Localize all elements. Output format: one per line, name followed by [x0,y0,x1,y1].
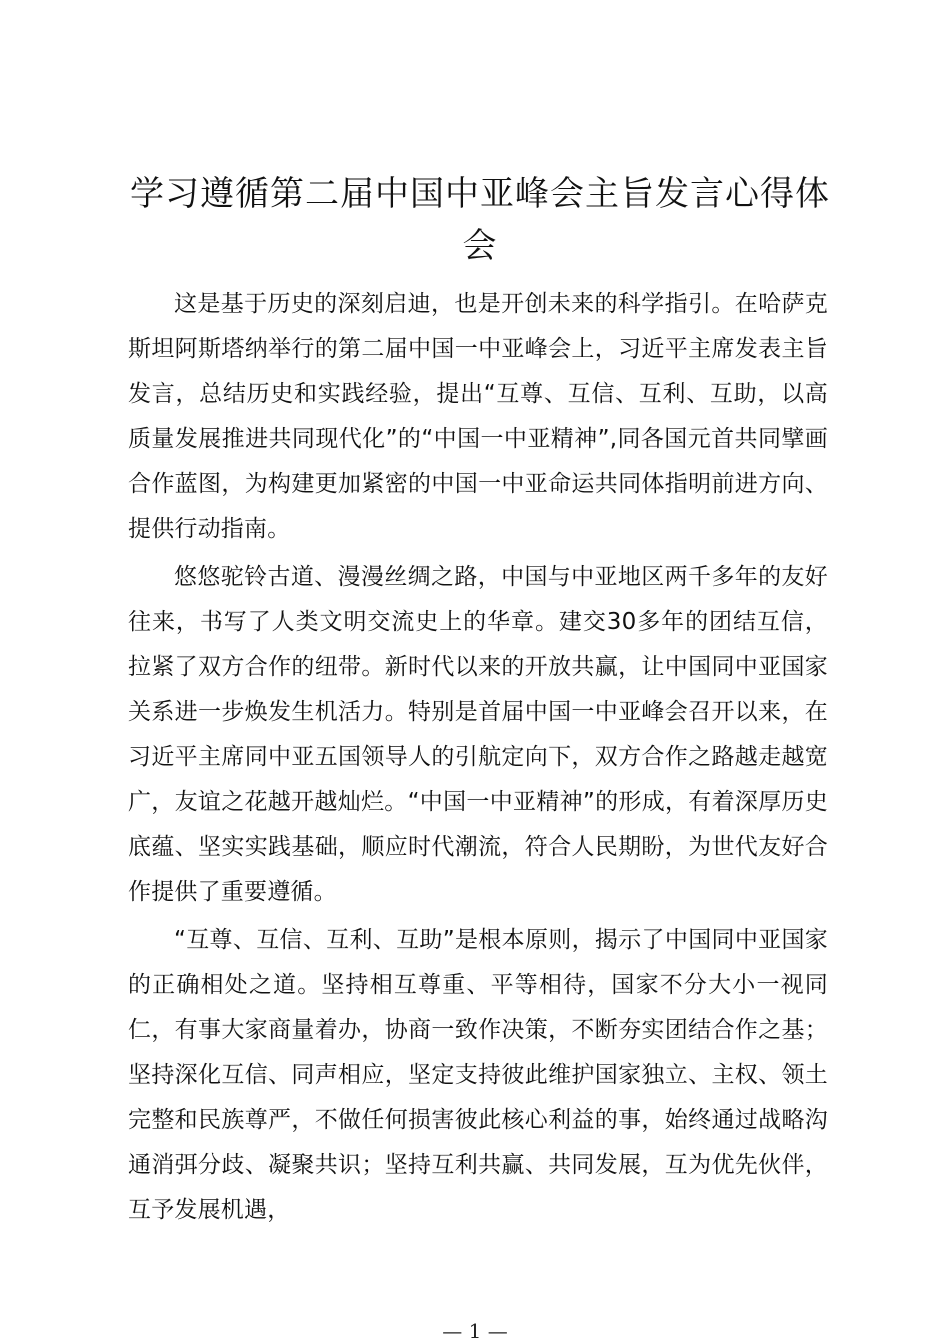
paragraph-3: “互尊、互信、互利、互助”是根本原则，揭示了中国同中亚国家的正确相处之道。坚持相互尊重、平等相待，国家不分大小一视同仁，有事大家商量着办，协商一致作决策，不断夯实团结合作之基；坚持深化互信、同声相应，坚定支持彼此维护国家独立、主权、领土完整和民族尊严，不做任何损害彼此核心利益的事，始终通过战略沟通消弭分歧、凝聚共识；坚持互利共赢、共同发展，互为优先伙伴，互予发展机遇， [128,927,828,1223]
page-number: — 1 — [442,1319,508,1343]
document-title: 学习遵循第二届中国中亚峰会主旨发言心得体会 [130,174,830,266]
paragraph-1: 这是基于历史的深刻启迪，也是开创未来的科学指引。在哈萨克斯坦阿斯塔纳举行的第二届中国一中亚峰会上，习近平主席发表主旨发言，总结历史和实践经验，提出“互尊、互信、互利、互助，以高质量发展推进共同现代化”的“中国一中亚精神”,同各国元首共同擘画合作蓝图，为构建更加紧密的中国一中亚命运共同体指明前进方向、提供行动指南。 [128,291,828,542]
document-body [128,282,828,1233]
paragraph-2: 悠悠驼铃古道、漫漫丝绸之路，中国与中亚地区两千多年的友好往来，书写了人类文明交流史上的华章。建交30多年的团结互信，拉紧了双方合作的纽带。新时代以来的开放共赢，让中国同中亚国家关系进一步焕发生机活力。特别是首届中国一中亚峰会召开以来，在习近平主席同中亚五国领导人的引航定向下，双方合作之路越走越宽广，友谊之花越开越灿烂。“中国一中亚精神”的形成，有着深厚历史底蕴、坚实实践基础，顺应时代潮流，符合人民期盼，为世代友好合作提供了重要遵循。 [128,564,828,905]
